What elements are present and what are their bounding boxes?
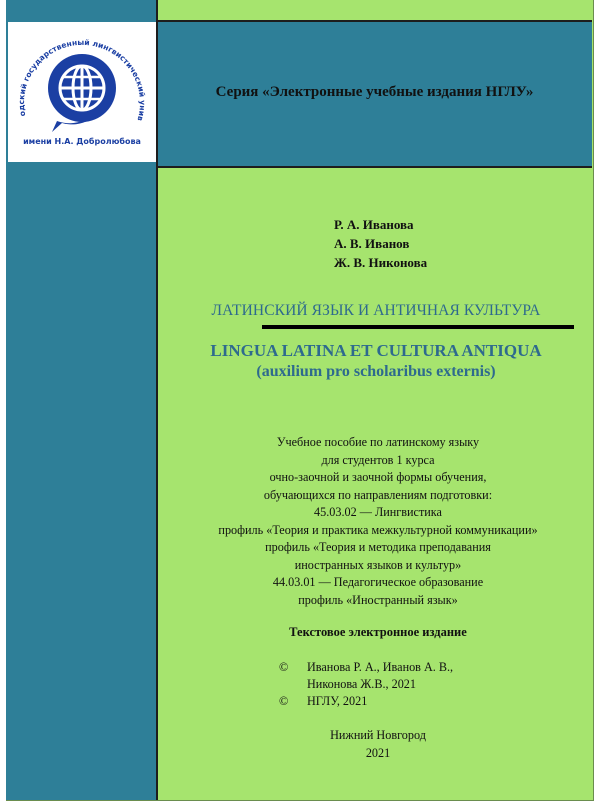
copyright-authors-line-2: Никонова Ж.В., 2021 (307, 677, 416, 691)
copyright-symbol-2: © (279, 694, 289, 708)
city-name: Нижний Новгород (330, 728, 426, 742)
description-line: очно-заочной и заочной формы обучения, (269, 470, 487, 484)
copyright-authors-line-1: Иванова Р. А., Иванов А. В., (307, 660, 454, 674)
subtitle-latin: (auxilium pro scholaribus externis) (256, 363, 496, 380)
university-logo (8, 22, 156, 162)
description-line: иностранных языков и культур» (294, 557, 462, 572)
logo-university-name: одский государственный лингвистический унив (16, 37, 148, 122)
description-line: 44.03.01 — Педагогическое образование (272, 575, 484, 589)
header-top-rule (157, 20, 592, 22)
edition-type: Текстовое электронное издание (289, 625, 467, 639)
publication-place (160, 726, 596, 762)
description-line: 45.03.02 — Лингвистика (314, 505, 442, 519)
description-line: обучающихся по направлениям подготовки: (263, 487, 493, 502)
description-line: профиль «Теория и практика межкультурной коммуникации» (218, 522, 538, 537)
logo-named-after: имени Н.А. Добролюбова (23, 137, 141, 146)
author-1: Р. А. Иванова (334, 217, 414, 232)
author-2: А. В. Иванов (334, 236, 410, 251)
description (160, 434, 596, 609)
vertical-divider (156, 0, 158, 800)
description-line: профиль «Теория и методика преподавания (265, 540, 491, 554)
copyright-symbol-1: © (279, 660, 289, 674)
series-title: Серия «Электронные учебные издания НГЛУ» (215, 84, 534, 100)
copyright-publisher: НГЛУ, 2021 (307, 694, 368, 708)
title-russian: ЛАТИНСКИЙ ЯЗЫК И АНТИЧНАЯ КУЛЬТУРА (211, 302, 541, 319)
authors-list (334, 215, 427, 272)
header-bottom-rule (157, 166, 592, 168)
description-line: Учебное пособие по латинскому языку (276, 435, 480, 449)
description-line: для студентов 1 курса (321, 452, 435, 467)
description-line: профиль «Иностранный язык» (298, 592, 458, 607)
logo-svg (8, 22, 156, 162)
title-underline (262, 325, 574, 329)
title-latin: LINGUA LATINA ET CULTURA ANTIQUA (210, 341, 542, 360)
author-3: Ж. В. Никонова (334, 255, 428, 270)
publication-year: 2021 (365, 746, 391, 760)
globe-icon (48, 54, 116, 132)
